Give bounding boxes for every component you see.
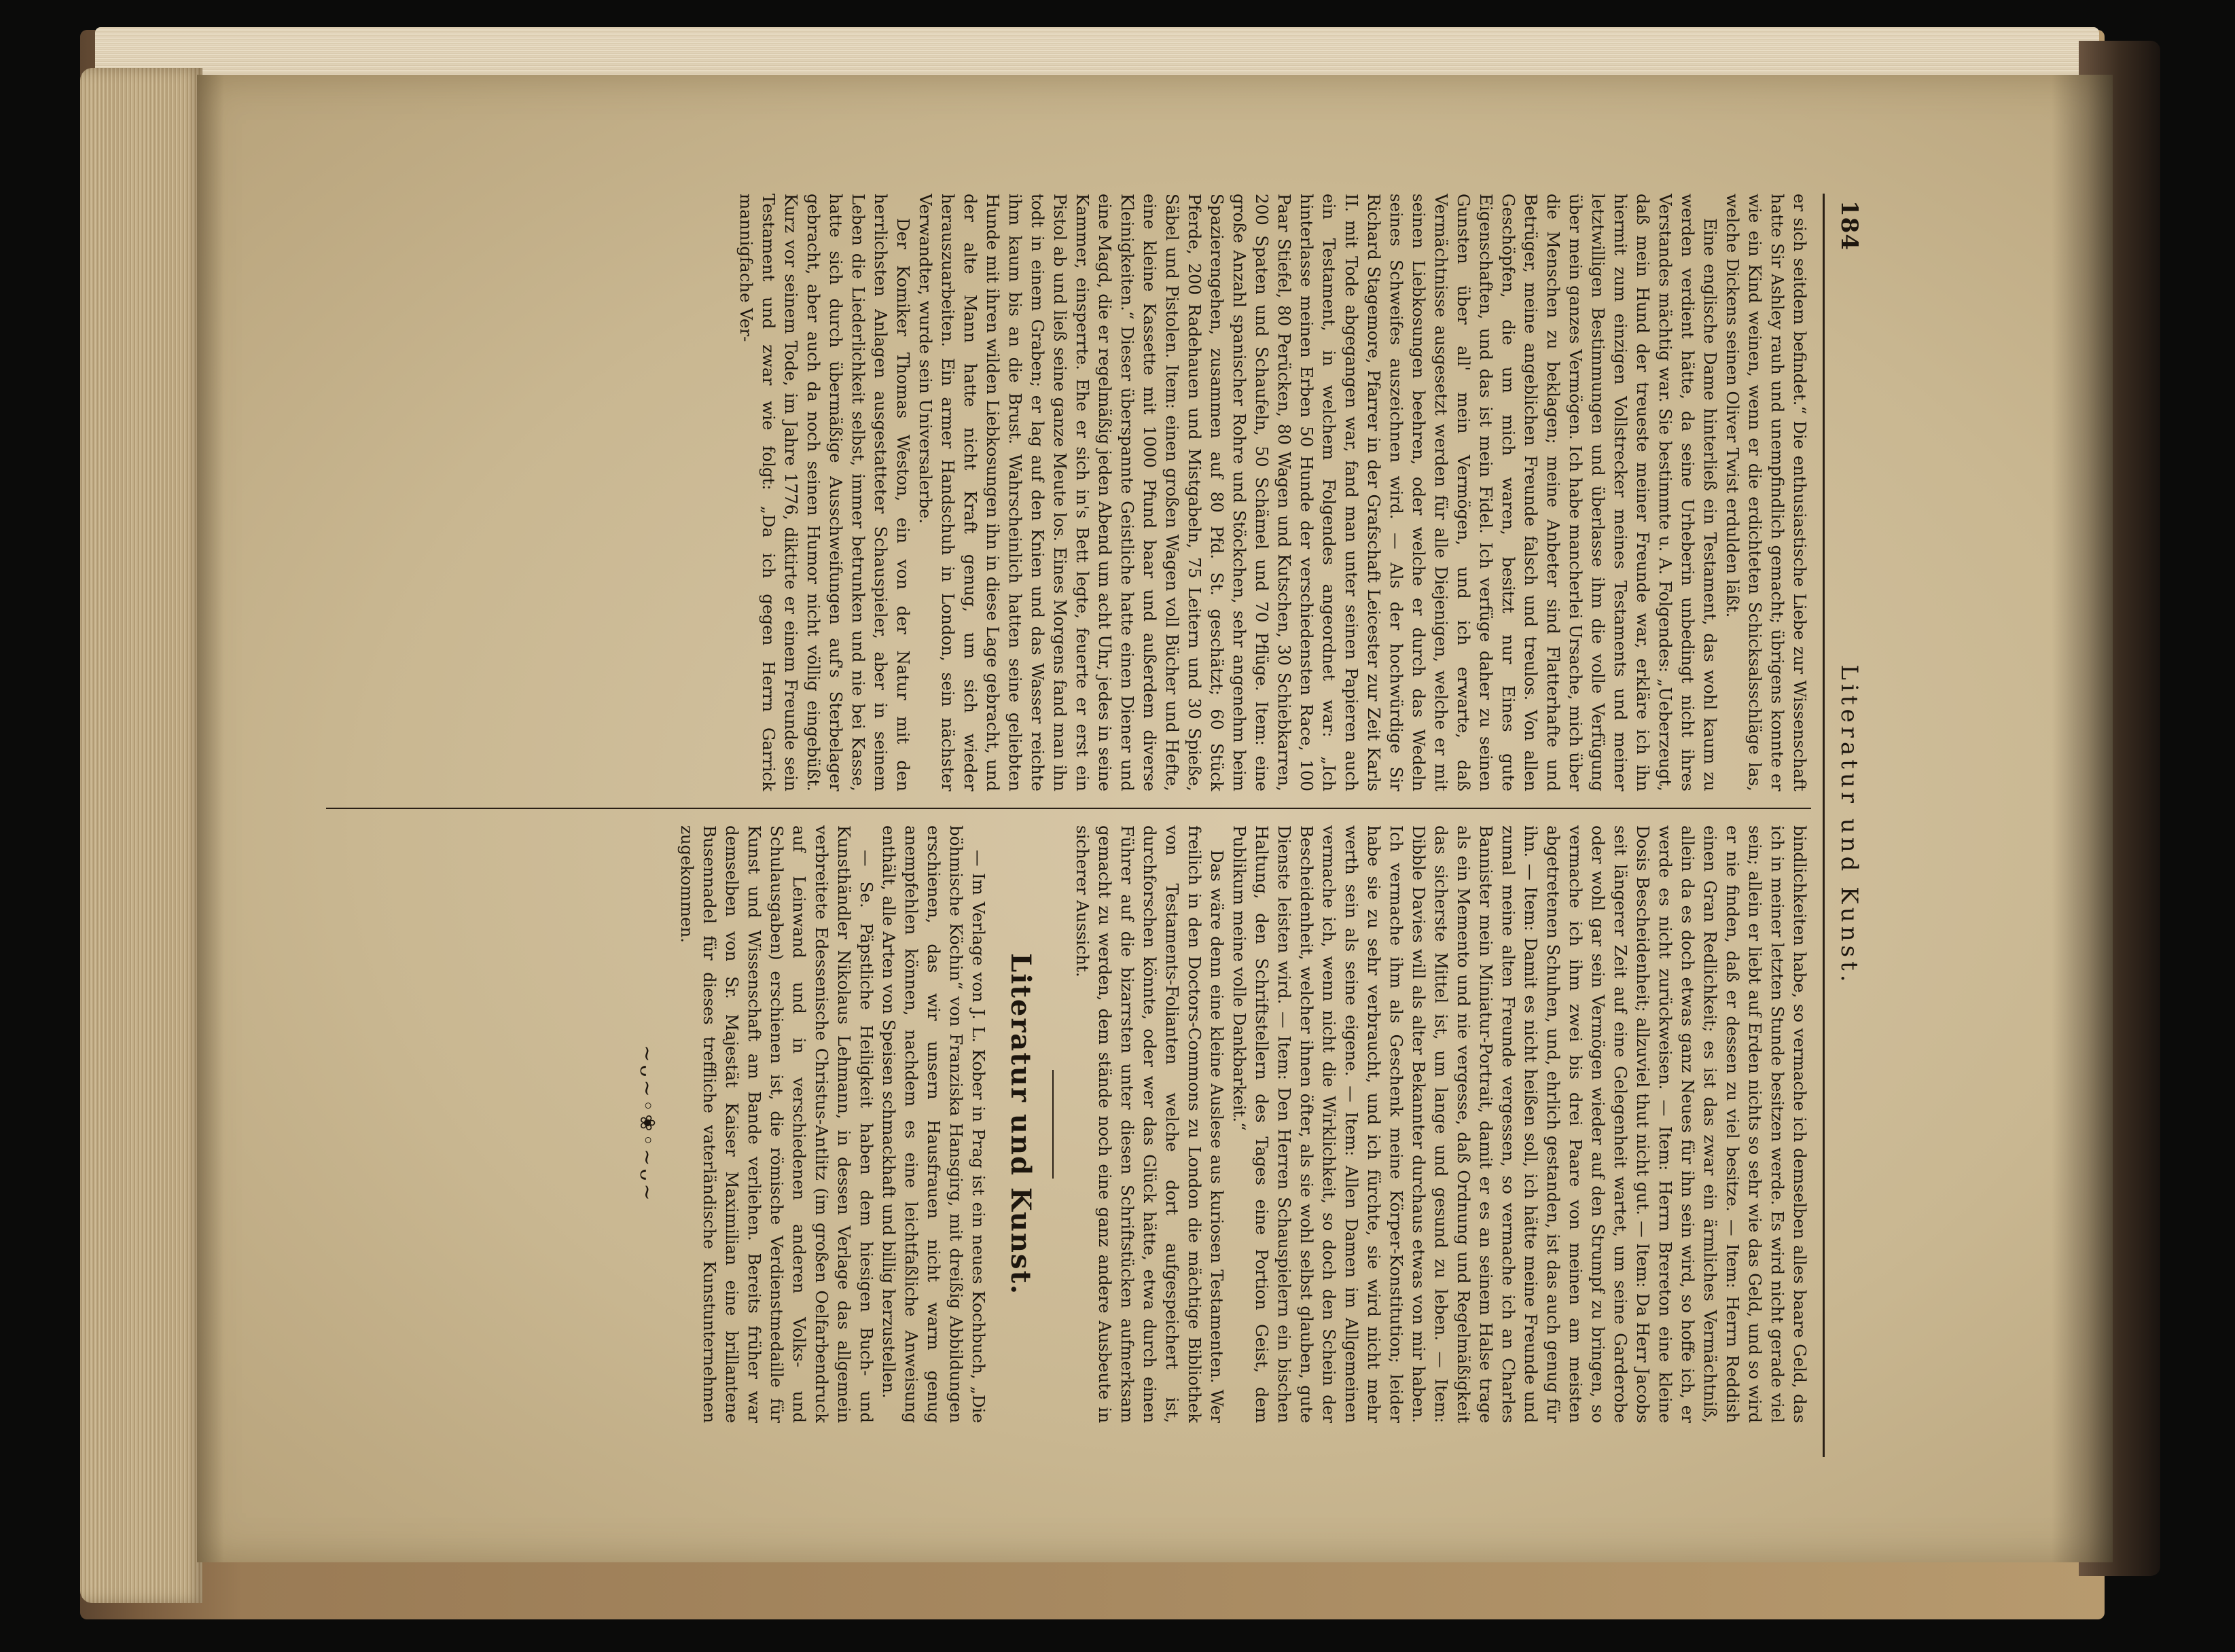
paragraph: Das wäre denn eine kleine Auslese aus kuriosen Testamenten. Wer freilich in den Doctors-Commons zu London die mächtige Bibliothek von Testaments-Folianten welche dort aufgespeichert ist, durchforschen könnte, oder wer das Glück hätte, etwa durch einen Führer auf die bizarrsten unter diesen Schriftstücken aufmerksam gemacht zu werden, dem stände noch eine ganz andere Ausbeute in sicherer Aussicht.	[1073, 825, 1227, 1423]
page-number: 184	[1836, 200, 1863, 251]
gutter-shadow	[2052, 75, 2113, 1562]
paragraph: Eine englische Dame hinterließ ein Testament, das wohl kaum zu werden verdient hätte, da seine Urheberin unbedingt nicht ihres Verstandes mächtig war. Sie bestimmte u. A. Folgendes: „Ueberzeugt, daß mein Hund der treueste meiner Freunde war, erkläre ich ihn hiermit zum einzigen Vollstrecker meines Testaments und meiner letztwilligen Bestimmungen und überlasse ihm die volle Verfügung über mein ganzes Vermögen. Ich habe mancherlei Ursache, mich über die Menschen zu beklagen; meine Anbeter sind Flatterhafte und Betrüger, meine angeblichen Freunde falsch und treulos. Von allen Geschöpfen, die um mich waren, besitzt nur Eines gute Eigenschaften, und das ist mein Fidel. Ich verfüge daher zu seinen Gunsten über all' mein Vermögen, und ich erwarte, daß Vermächtnisse ausgesetzt werden für alle Diejenigen, welche er mit seinen Liebkosungen beehren, oder welche er durch das Wedeln seines Schweifes auszeichnen wird. — Als der hochwürdige Sir Richard Stagemore, Pfarrer in der Grafschaft Leicester zur Zeit Karls II. mit Tode abgegangen war, fand man unter seinen Papieren auch ein Testament, in welchem Folgendes angeordnet war: „Ich hinterlasse meinen Erben 50 Hunde der verschiedensten Race, 100 Paar Stiefel, 80 Perücken, 80 Wagen und Kutschen, 30 Schiebkarren, 200 Spaten und Schaufeln, 50 Schämel und 70 Pflüge. Item: eine große Anzahl spanischer Rohre und Stöckchen, sehr angenehm beim Spazierengehen, zusammen auf 80 Pfd. St. geschätzt; 60 Stück Pferde, 200 Radehauen und Mistgabeln, 75 Leitern und 30 Spieße, Säbel und Pistolen. Item: einen großen Wagen voll Bücher und Hefte, eine kleine Kassette mit 1000 Pfund baar und außerdem diverse Kleinigkeiten.“ Dieser überspannte Geistliche hatte einen Diener und eine Magd, die er regelmäßig jeden Abend um acht Uhr, jedes in seine Kammer, einsperrte. Ehe er sich in's Bett legte, feuerte er erst ein Pistol ab und ließ seine ganze Meute los. Eines Morgens fand man ihn todt in einem Graben; er lag auf den Knien und das Wasser reichte ihm kaum bis an die Brust. Wahrscheinlich hatten seine geliebten Hunde mit ihren wilden Liebkosungen ihn in diese Lage gebracht, und der alte Mann hatte nicht Kraft genug, um sich wieder herauszuarbeiten. Ein armer Handschuh in London, sein nächster Verwandter, wurde sein Universalerbe.	[916, 194, 1720, 791]
column-rule	[326, 808, 1811, 809]
book-page	[197, 75, 2113, 1562]
page-edges-top	[95, 27, 2099, 82]
news-item: — Se. Päpstliche Heiligkeit haben dem hiesigen Buch- und Kunsthändler Nikolaus Lehmann, in dessen Verlage das allgemein verbreitete Edessenische Christus-Antlitz (im großen Oelfarbendruck auf Leinwand und in verschiedenen anderen Volks- und Schulausgaben) erschienen ist, die römische Verdienstmedaille für Kunst und Wissenschaft am Bande verliehen. Bereits früher war demselben von Sr. Majestät Kaiser Maximilian eine brillantene Busennadel für dieses treffliche vaterländische Kunstunternehmen zugekommen.	[677, 825, 876, 1423]
running-head	[1830, 194, 1868, 1457]
end-ornament: ~ᴗ~◦❀◦~ᴗ~	[635, 1045, 659, 1204]
text-columns	[326, 194, 1811, 1457]
news-item: — Im Verlage von J. L. Kober in Prag ist ein neues Kochbuch, „Die böhmische Köchin“ von Franziska Hansgirg, mit dreißig Abbildungen erschienen, das wir unsern Hausfrauen nicht warm genug anempfehlen können, nachdem es eine leichtfaßliche Anweisung enthält, alle Arten von Speisen schmackhaft und billig herzustellen.	[879, 825, 988, 1423]
right-column-paragraphs	[1071, 825, 1811, 1423]
right-column	[326, 825, 1811, 1423]
paragraph: er sich seitdem befindet.“ Die enthusiastische Liebe zur Wissenschaft hatte Sir Ashley rauh und unempfindlich gemacht; übrigens konnte er wie ein Kind weinen, wenn er die erdichteten Schicksalsschläge las, welche Dickens seinen Oliver Twist erdulden läßt.	[1723, 194, 1810, 791]
page-edges-left	[80, 68, 202, 1603]
section-heading: Literatur und Kunst.	[1005, 953, 1037, 1295]
paragraph: bindlichkeiten habe, so vermache ich demselben alles baare Geld, das ich in meiner letzten Stunde besitzen werde. Es wird nicht gerade viel sein; allein er liebt auf Erden nichts so sehr wie das Geld, und so wird er nie finden, daß er dessen zu viel besitze. — Item: Herrn Reddish einen Gran Redlichkeit; es ist das zwar ein ärmliches Vermächtniß, allein da es doch etwas ganz Neues für ihn sein wird, so hoffe ich, er werde es nicht zurückweisen. — Item: Herrn Brereton eine kleine Dosis Bescheidenheit; allzuviel thut nicht gut. — Item: Da Herr Jacobs seit längerer Zeit auf eine Gelegenheit wartet, um seine Garderobe oder wohl gar sein Vermögen wieder auf den Strumpf zu bringen, so vermache ich ihm zwei bis drei Paare von meinen am meisten abgetretenen Schuhen, und, ehrlich gestanden, ist das auch genug für ihn. — Item: Damit es nicht heißen soll, ich hätte meine Freunde und zumal meine alten Freunde vergessen, so vermache ich an Charles Bannister mein Miniatur-Portrait, damit er es an seinem Halse trage als ein Memento und nie vergesse, daß Ordnung und Regelmäßigkeit das sicherste Mittel ist, um lange und gesund zu leben. — Item: Dibble Davies will als alter Bekannter durchaus etwas von mir haben. Ich vermache ihm als Geschenk meine Körper-Konstitution; leider habe sie zu sehr verbraucht, und ich fürchte, sie wird nicht mehr werth sein als seine eigene. — Item: Allen Damen im Allgemeinen vermache ich, wenn nicht die Wirklichkeit, so doch den Schein der Bescheidenheit, welcher ihnen öfter, als sie wohl selbst glauben, gute Dienste leisten wird. — Item: Den Herren Schauspielern ein bischen Haltung, den Schriftstellern des Tages eine Portion Geist, dem Publikum meine volle Dankbarkeit.“	[1230, 825, 1810, 1423]
running-title: Literatur und Kunst.	[1836, 664, 1863, 986]
paragraph: Der Komiker Thomas Weston, ein von der Natur mit den herrlichsten Anlagen ausgestatteter Schauspieler, aber in seinem Leben die Liederlichkeit selbst, immer betrunken und nie bei Kasse, hatte sich durch übermäßige Ausschweifungen auf's Sterbelager gebracht, aber auch da noch seinen Humor nicht völlig eingebüßt. Kurz vor seinem Tode, im Jahre 1776, diktirte er einem Freunde sein Testament und zwar wie folgt: „Da ich gegen Herrn Garrick mannigfache Ver-	[736, 194, 913, 791]
section-divider	[1052, 1070, 1054, 1179]
printed-page-content	[326, 194, 1868, 1457]
page-edge-shadow	[197, 75, 224, 1562]
header-rule	[1823, 194, 1825, 1457]
section-paragraphs	[676, 825, 990, 1423]
left-column	[326, 194, 1811, 791]
